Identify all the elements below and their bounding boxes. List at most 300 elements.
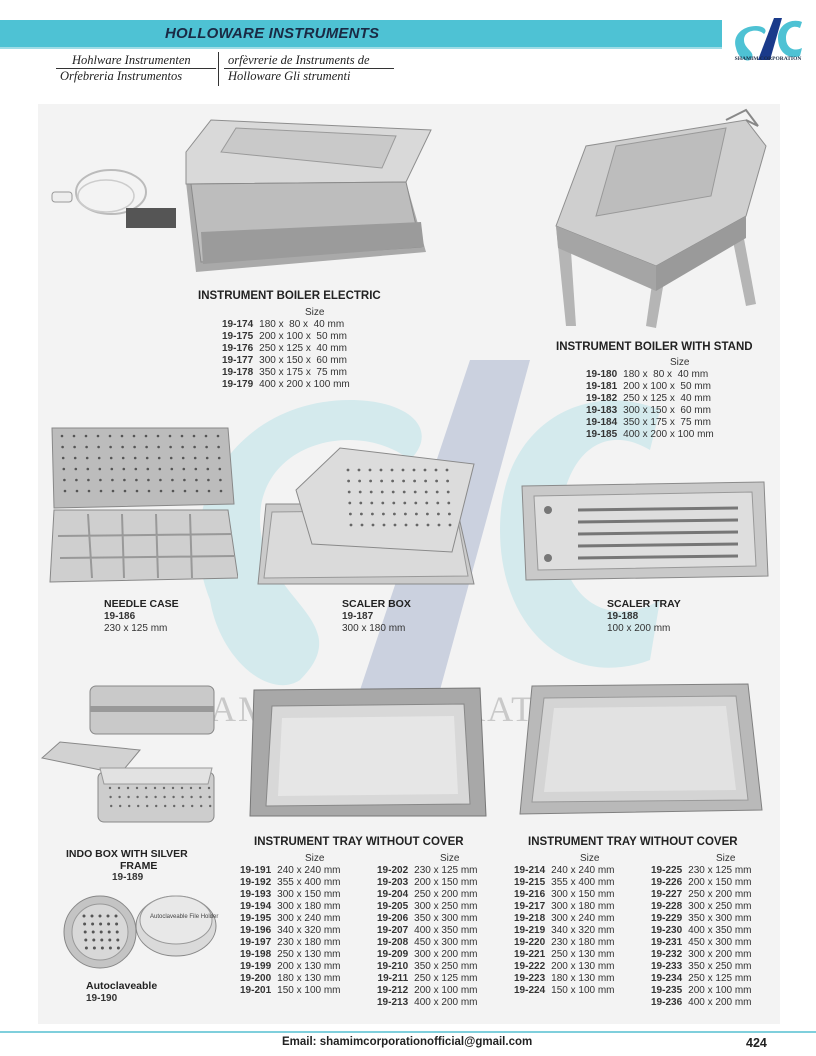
item-code: 19-229 [651, 913, 683, 924]
perforation-dot [413, 469, 416, 472]
item-size: 300 x 150 mm [551, 889, 615, 900]
perforation-dot [171, 479, 174, 482]
page-title: HOLLOWARE INSTRUMENTS [165, 25, 380, 42]
size-row [651, 901, 752, 913]
perforation-dot [369, 480, 372, 483]
perforation-dot [158, 457, 161, 460]
item-size: 400 x 200 mm [688, 997, 752, 1008]
size-row [514, 973, 615, 985]
needle-case-code: 19-186 [104, 611, 136, 622]
perforation-dot [85, 947, 88, 950]
perforation-dot [193, 446, 196, 449]
perforation-dot [109, 435, 112, 438]
item-size: 400 x 200 x 100 mm [259, 379, 350, 390]
perforation-dot [369, 469, 372, 472]
item-size: 450 x 300 mm [414, 937, 478, 948]
item-code: 19-216 [514, 889, 546, 900]
size-row [514, 937, 615, 949]
perforation-dot [107, 923, 110, 926]
size-row [222, 379, 350, 391]
lang-separator [218, 52, 219, 86]
size-row [222, 343, 350, 355]
perforation-dot [108, 931, 111, 934]
header-rule [0, 47, 722, 49]
perforation-dot [347, 469, 350, 472]
size-row [514, 901, 615, 913]
size-row [514, 961, 615, 973]
perforation-dot [110, 805, 112, 807]
autoclaveable-title: Autoclaveable [86, 980, 158, 992]
tray-right-title: INSTRUMENT TRAY WITHOUT COVER [528, 836, 738, 848]
perforation-dot [147, 468, 150, 471]
perforation-dot [93, 947, 96, 950]
perforation-dot [219, 479, 222, 482]
perforation-dot [209, 805, 211, 807]
perforation-dot [195, 468, 198, 471]
item-code: 19-235 [651, 985, 683, 996]
perforation-dot [348, 491, 351, 494]
item-size: 350 x 175 x 75 mm [623, 417, 711, 428]
perforation-dot [405, 524, 408, 527]
item-size: 300 x 150 x 60 mm [259, 355, 347, 366]
scaler-box-code: 19-187 [342, 611, 374, 622]
perforation-dot [436, 491, 439, 494]
size-row [651, 997, 752, 1009]
size-row [240, 925, 341, 937]
instrument-tray-right-image [518, 682, 764, 816]
perforation-dot [171, 468, 174, 471]
autoclaveable-file-holder-image [58, 890, 220, 970]
size-row [651, 925, 752, 937]
perforation-dot [148, 490, 151, 493]
item-size: 230 x 125 mm [688, 865, 752, 876]
perforation-dot [109, 947, 112, 950]
perforation-dot [361, 524, 364, 527]
perforation-dot [75, 468, 78, 471]
perforation-dot [109, 787, 111, 789]
perforation-dot [136, 787, 138, 789]
item-size: 450 x 300 mm [688, 937, 752, 948]
size-row [514, 925, 615, 937]
size-row [651, 949, 752, 961]
item-size: 180 x 130 mm [551, 973, 615, 984]
perforation-dot [92, 931, 95, 934]
perforation-dot [146, 457, 149, 460]
size-row [377, 985, 478, 997]
perforation-dot [414, 491, 417, 494]
item-code: 19-219 [514, 925, 546, 936]
perforation-dot [183, 479, 186, 482]
perforation-dot [154, 796, 156, 798]
perforation-dot [181, 796, 183, 798]
size-row [240, 877, 341, 889]
footer-email[interactable]: Email: shamimcorporationofficial@gmail.com [282, 1036, 533, 1048]
perforation-dot [145, 796, 147, 798]
perforation-dot [199, 796, 201, 798]
perforation-dot [127, 787, 129, 789]
item-code: 19-197 [240, 937, 272, 948]
size-row [651, 889, 752, 901]
item-size: 350 x 300 mm [688, 913, 752, 924]
size-row [377, 889, 478, 901]
autoclaveable-code: 19-190 [86, 993, 118, 1004]
perforation-dot [159, 468, 162, 471]
item-code: 19-213 [377, 997, 409, 1008]
item-code: 19-180 [586, 369, 618, 380]
item-code: 19-212 [377, 985, 409, 996]
perforation-dot [88, 490, 91, 493]
item-size: 340 x 320 mm [551, 925, 615, 936]
perforation-dot [446, 469, 449, 472]
size-row [651, 973, 752, 985]
item-code: 19-228 [651, 901, 683, 912]
perforation-dot [196, 490, 199, 493]
perforation-dot [220, 490, 223, 493]
perforation-dot [218, 457, 221, 460]
item-size: 180 x 80 x 40 mm [623, 369, 709, 380]
perforation-dot [208, 490, 211, 493]
size-row [222, 355, 350, 367]
perforation-dot [107, 915, 110, 918]
perforation-dot [83, 915, 86, 918]
perforation-dot [100, 939, 103, 942]
perforation-dot [73, 435, 76, 438]
perforation-dot [182, 805, 184, 807]
perforation-dot [199, 787, 201, 789]
item-size: 400 x 200 mm [414, 997, 478, 1008]
item-code: 19-221 [514, 949, 546, 960]
perforation-dot [414, 502, 417, 505]
size-row [651, 913, 752, 925]
perforation-dot [190, 796, 192, 798]
tray-right-size-table-2 [651, 865, 752, 1009]
perforation-dot [170, 457, 173, 460]
item-size: 240 x 240 mm [551, 865, 615, 876]
item-code: 19-215 [514, 877, 546, 888]
item-code: 19-191 [240, 865, 272, 876]
perforation-dot [99, 923, 102, 926]
size-row [240, 865, 341, 877]
perforation-dot [157, 446, 160, 449]
item-code: 19-205 [377, 901, 409, 912]
perforation-dot [381, 502, 384, 505]
size-row [651, 937, 752, 949]
perforation-dot [415, 513, 418, 516]
item-size: 200 x 100 mm [688, 985, 752, 996]
perforation-dot [115, 923, 118, 926]
item-code: 19-179 [222, 379, 254, 390]
item-code: 19-178 [222, 367, 254, 378]
perforation-dot [435, 469, 438, 472]
boiler-electric-size-table [222, 319, 350, 391]
perforation-dot [383, 524, 386, 527]
instrument-boiler-electric-image [46, 112, 436, 282]
perforation-dot [84, 939, 87, 942]
tin-label: Autoclaveable File Holder [150, 914, 219, 920]
item-size: 200 x 100 x 50 mm [623, 381, 711, 392]
perforation-dot [163, 796, 165, 798]
perforation-dot [393, 513, 396, 516]
item-code: 19-217 [514, 901, 546, 912]
perforation-dot [402, 480, 405, 483]
perforation-dot [217, 435, 220, 438]
item-size: 300 x 200 mm [414, 949, 478, 960]
item-size: 355 x 400 mm [277, 877, 341, 888]
item-size: 200 x 100 mm [414, 985, 478, 996]
item-size: 350 x 175 x 75 mm [259, 367, 347, 378]
item-code: 19-204 [377, 889, 409, 900]
perforation-dot [403, 502, 406, 505]
item-code: 19-181 [586, 381, 618, 392]
perforation-dot [208, 787, 210, 789]
perforation-dot [124, 490, 127, 493]
perforation-dot [448, 513, 451, 516]
item-code: 19-209 [377, 949, 409, 960]
perforation-dot [146, 805, 148, 807]
size-row [651, 961, 752, 973]
perforation-dot [63, 479, 66, 482]
scaler-tray-size: 100 x 200 mm [607, 623, 671, 634]
perforation-dot [402, 469, 405, 472]
perforation-dot [437, 513, 440, 516]
perforation-dot [359, 491, 362, 494]
perforation-dot [195, 479, 198, 482]
perforation-dot [348, 502, 351, 505]
needle-case-image [48, 424, 238, 586]
perforation-dot [349, 513, 352, 516]
instrument-boiler-stand-image [546, 106, 772, 330]
perforation-dot [181, 435, 184, 438]
perforation-dot [123, 479, 126, 482]
perforation-dot [360, 513, 363, 516]
item-code: 19-184 [586, 417, 618, 428]
perforation-dot [63, 468, 66, 471]
item-size: 200 x 150 mm [688, 877, 752, 888]
perforation-dot [92, 939, 95, 942]
perforation-dot [136, 490, 139, 493]
item-size: 300 x 250 mm [688, 901, 752, 912]
perforation-dot [122, 457, 125, 460]
indo-box-image [40, 684, 220, 826]
perforation-dot [424, 480, 427, 483]
perforation-dot [381, 491, 384, 494]
perforation-dot [392, 491, 395, 494]
item-code: 19-227 [651, 889, 683, 900]
size-row [222, 319, 350, 331]
tray-right-size-table-1 [514, 865, 615, 997]
perforation-dot [97, 435, 100, 438]
lang-german: Hohlware Instrumenten [72, 53, 191, 67]
size-row [514, 913, 615, 925]
item-code: 19-224 [514, 985, 546, 996]
item-code: 19-185 [586, 429, 618, 440]
perforation-dot [134, 457, 137, 460]
item-code: 19-226 [651, 877, 683, 888]
perforation-dot [181, 787, 183, 789]
size-row [377, 937, 478, 949]
item-size: 250 x 130 mm [551, 949, 615, 960]
item-size: 350 x 250 mm [414, 961, 478, 972]
item-size: 180 x 80 x 40 mm [259, 319, 345, 330]
perforation-dot [206, 457, 209, 460]
item-code: 19-225 [651, 865, 683, 876]
perforation-dot [182, 457, 185, 460]
size-row [377, 961, 478, 973]
size-row [377, 913, 478, 925]
item-size: 230 x 125 mm [414, 865, 478, 876]
perforation-dot [425, 502, 428, 505]
size-row [514, 877, 615, 889]
item-code: 19-208 [377, 937, 409, 948]
perforation-dot [85, 435, 88, 438]
perforation-dot [116, 931, 119, 934]
perforation-dot [208, 796, 210, 798]
item-code: 19-232 [651, 949, 683, 960]
perforation-dot [84, 931, 87, 934]
perforation-dot [447, 502, 450, 505]
size-row [651, 865, 752, 877]
item-code: 19-230 [651, 925, 683, 936]
perforation-dot [91, 923, 94, 926]
item-code: 19-199 [240, 961, 272, 972]
perforation-dot [108, 939, 111, 942]
item-size: 250 x 125 mm [414, 973, 478, 984]
perforation-dot [112, 490, 115, 493]
needle-case-size: 230 x 125 mm [104, 623, 168, 634]
perforation-dot [135, 479, 138, 482]
perforation-dot [427, 524, 430, 527]
perforation-dot [425, 491, 428, 494]
item-code: 19-223 [514, 973, 546, 984]
perforation-dot [372, 524, 375, 527]
item-size: 400 x 350 mm [688, 925, 752, 936]
perforation-dot [380, 480, 383, 483]
item-code: 19-234 [651, 973, 683, 984]
size-row [377, 877, 478, 889]
item-code: 19-177 [222, 355, 254, 366]
item-size: 250 x 200 mm [688, 889, 752, 900]
perforation-dot [205, 435, 208, 438]
item-size: 200 x 130 mm [551, 961, 615, 972]
item-size: 300 x 150 x 60 mm [623, 405, 711, 416]
perforation-dot [347, 480, 350, 483]
size-row [586, 369, 714, 381]
lang-italian: Holloware Gli strumenti [228, 69, 351, 83]
size-row [240, 889, 341, 901]
perforation-dot [172, 787, 174, 789]
lang-spanish: Orfebreria Instrumentos [60, 69, 183, 83]
size-row [240, 901, 341, 913]
item-code: 19-207 [377, 925, 409, 936]
size-row [651, 877, 752, 889]
item-code: 19-202 [377, 865, 409, 876]
perforation-dot [447, 491, 450, 494]
tray-left-size-table-2 [377, 865, 478, 1009]
perforation-dot [116, 939, 119, 942]
indo-box-title-line2: FRAME [120, 860, 158, 872]
size-row [586, 405, 714, 417]
size-row [514, 985, 615, 997]
item-size: 350 x 250 mm [688, 961, 752, 972]
item-size: 250 x 125 x 40 mm [259, 343, 347, 354]
size-label: Size [305, 853, 325, 864]
perforation-dot [75, 479, 78, 482]
perforation-dot [446, 480, 449, 483]
perforation-dot [61, 446, 64, 449]
perforation-dot [382, 513, 385, 516]
perforation-dot [436, 502, 439, 505]
perforation-dot [87, 468, 90, 471]
item-code: 19-183 [586, 405, 618, 416]
perforation-dot [61, 435, 64, 438]
perforation-dot [154, 787, 156, 789]
perforation-dot [118, 787, 120, 789]
item-code: 19-175 [222, 331, 254, 342]
item-code: 19-200 [240, 973, 272, 984]
perforation-dot [86, 457, 89, 460]
item-code: 19-231 [651, 937, 683, 948]
perforation-dot [358, 469, 361, 472]
item-size: 250 x 125 mm [688, 973, 752, 984]
perforation-dot [163, 787, 165, 789]
tray-left-title: INSTRUMENT TRAY WITHOUT COVER [254, 836, 464, 848]
item-size: 300 x 180 mm [277, 901, 341, 912]
size-row [514, 865, 615, 877]
footer-rule [0, 1031, 816, 1033]
perforation-dot [109, 796, 111, 798]
needle-case-title: NEEDLE CASE [104, 598, 179, 610]
scaler-tray-image [518, 480, 770, 584]
lang-divider [224, 68, 394, 69]
lang-divider [56, 68, 216, 69]
item-size: 300 x 200 mm [688, 949, 752, 960]
perforation-dot [426, 513, 429, 516]
perforation-dot [358, 480, 361, 483]
item-size: 400 x 350 mm [414, 925, 478, 936]
perforation-dot [121, 446, 124, 449]
logo-caption: SHAMIM CORPORATION [734, 56, 802, 62]
item-size: 300 x 240 mm [551, 913, 615, 924]
item-code: 19-182 [586, 393, 618, 404]
perforation-dot [145, 446, 148, 449]
instrument-tray-left-image [248, 684, 488, 820]
perforation-dot [83, 923, 86, 926]
item-code: 19-198 [240, 949, 272, 960]
perforation-dot [172, 796, 174, 798]
perforation-dot [135, 468, 138, 471]
lang-french: orfèvrerie de Instruments de [228, 53, 370, 67]
perforation-dot [147, 479, 150, 482]
size-row [240, 973, 341, 985]
item-size: 240 x 240 mm [277, 865, 341, 876]
perforation-dot [109, 446, 112, 449]
scaler-box-title: SCALER BOX [342, 598, 411, 610]
size-row [377, 925, 478, 937]
item-code: 19-196 [240, 925, 272, 936]
size-row [222, 331, 350, 343]
perforation-dot [370, 502, 373, 505]
perforation-dot [207, 479, 210, 482]
item-code: 19-211 [377, 973, 409, 984]
perforation-dot [145, 787, 147, 789]
perforation-dot [64, 490, 67, 493]
perforation-dot [217, 446, 220, 449]
item-code: 19-220 [514, 937, 546, 948]
perforation-dot [219, 468, 222, 471]
perforation-dot [115, 915, 118, 918]
perforation-dot [183, 468, 186, 471]
size-row [377, 997, 478, 1009]
